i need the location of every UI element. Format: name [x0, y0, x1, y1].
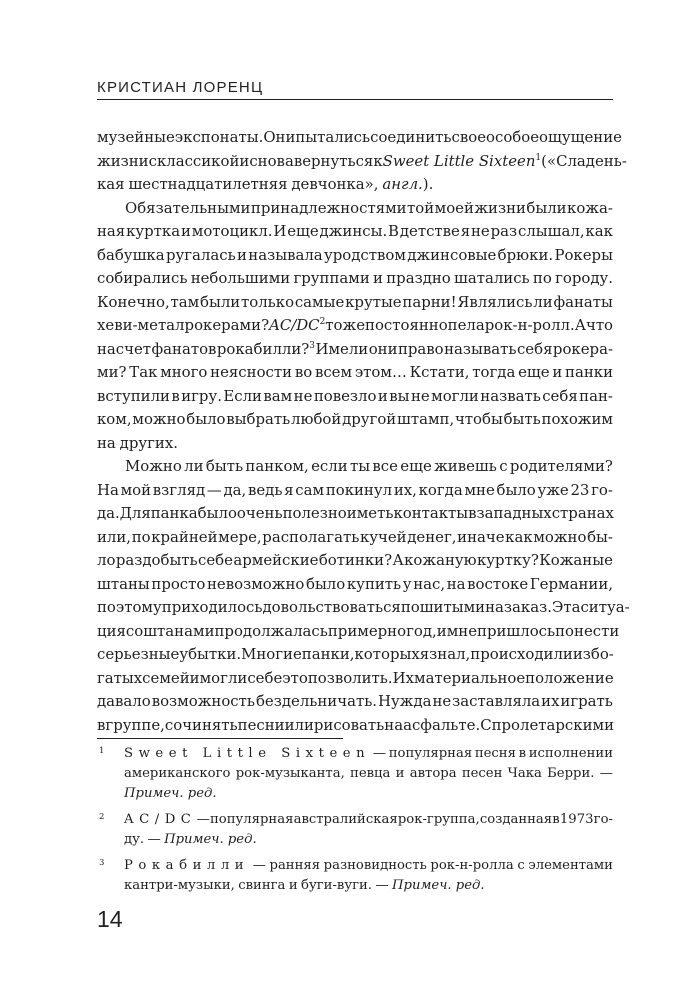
footnote-line: американского рок-музыканта, певца и автора песен Чака Берри. —	[124, 766, 613, 781]
text-line: Обязательными принадлежностями той моей жизни были кожа-	[125, 198, 613, 217]
text-line: жизни с классикой и снова вернуться к Sweet Little Sixteen$^1$ («Сладень-	[97, 151, 627, 170]
text-line: собирались небольшими группами и праздно шатались по городу.	[97, 269, 613, 287]
body-text	[97, 126, 630, 737]
text-line: поэтому приходилось довольствоваться пошитыми на заказ. Эта ситуа-	[97, 598, 630, 616]
text-line: серьезные убытки. Многие панки, которых я знал, происходили из бо-	[97, 645, 614, 663]
footnote-line: AC/DC — популярная австралийская рок-группа, созданная в 1973 го-	[124, 812, 613, 827]
text-line: Можно ли быть панком, если ты все еще живешь с родителями?	[125, 457, 613, 475]
text-line: вступили в игру. Если вам не повезло и вы не могли назвать себя пан-	[97, 386, 613, 405]
footnote-number: 2	[99, 812, 105, 822]
text-line: ция со штанами продолжалась примерно год, и мне пришлось понести	[97, 621, 620, 640]
text-line: в группе, сочинять песни или рисовать на асфальте. С пролетарскими	[97, 715, 615, 734]
text-line: на других.	[97, 433, 178, 452]
footnote-line: Примеч. ред.	[124, 786, 217, 801]
text-line: ми? Так много неясности во всем этом… Кстати, тогда еще и панки	[97, 363, 613, 381]
footnotes	[97, 744, 613, 902]
text-line: гатых семей и могли себе это позволить. Их материальное положение	[97, 668, 614, 687]
text-line: да. Для панка было очень полезно иметь контакты в западных странах	[97, 504, 614, 522]
text-line: ная куртка и мотоцикл. И еще джинсы. В детстве я не раз слышал, как	[97, 222, 613, 240]
footnote	[97, 856, 613, 896]
text-line: насчет фанатов рокабилли?$^3$ Имели они право называть себя рокера-	[97, 339, 613, 358]
text-line: хеви-метал рокерами? $AC/DC^2$ тоже постоянно пела рок-н-ролл. А что	[97, 316, 614, 334]
page-number: 14	[97, 906, 123, 932]
text-line: музейные экспонаты. Они пытались соединить свое особое ощущение	[97, 128, 622, 146]
text-line: штаны просто невозможно было купить у нас, на востоке Германии,	[97, 574, 613, 593]
footnote-line: Рокабилли — ранняя разновидность рок-н-ролла с элементами	[124, 858, 613, 873]
text-line: бабушка ругалась и называла уродством джинсовые брюки. Рокеры	[97, 245, 613, 264]
footnote	[97, 810, 613, 850]
footnote-number: 3	[99, 858, 105, 868]
text-line: давало возможность бездельничать. Нужда не заставляла их играть	[97, 692, 613, 710]
text-line: ком, можно было выбрать любой другой штамп, чтобы быть похожим	[97, 410, 613, 428]
footnote-separator	[97, 738, 343, 739]
footnote-line: ду. — Примеч. ред.	[124, 832, 257, 847]
footnote	[97, 744, 613, 804]
text-line: кая шестнадцатилетняя девчонка», англ.).	[97, 175, 434, 193]
text-line: ло раздобыть себе армейские ботинки? А кожаную куртку? Кожаные	[97, 551, 613, 569]
text-line: или, по крайней мере, располагать кучей денег, иначе как можно бы-	[97, 527, 613, 546]
footnote-line: кантри-музыки, свинга и буги-вуги. — Примеч. ред.	[124, 878, 485, 893]
text-line: Конечно, там были только самые крутые парни! Являлись ли фанаты	[97, 292, 613, 311]
text-line: На мой взгляд — да, ведь я сам покинул их, когда мне было уже 23 го-	[97, 480, 613, 499]
footnote-number: 1	[99, 746, 105, 756]
running-head: КРИСТИАН ЛОРЕНЦ	[97, 79, 613, 100]
footnote-line: Sweet Little Sixteen — популярная песня в исполнении	[124, 746, 613, 761]
